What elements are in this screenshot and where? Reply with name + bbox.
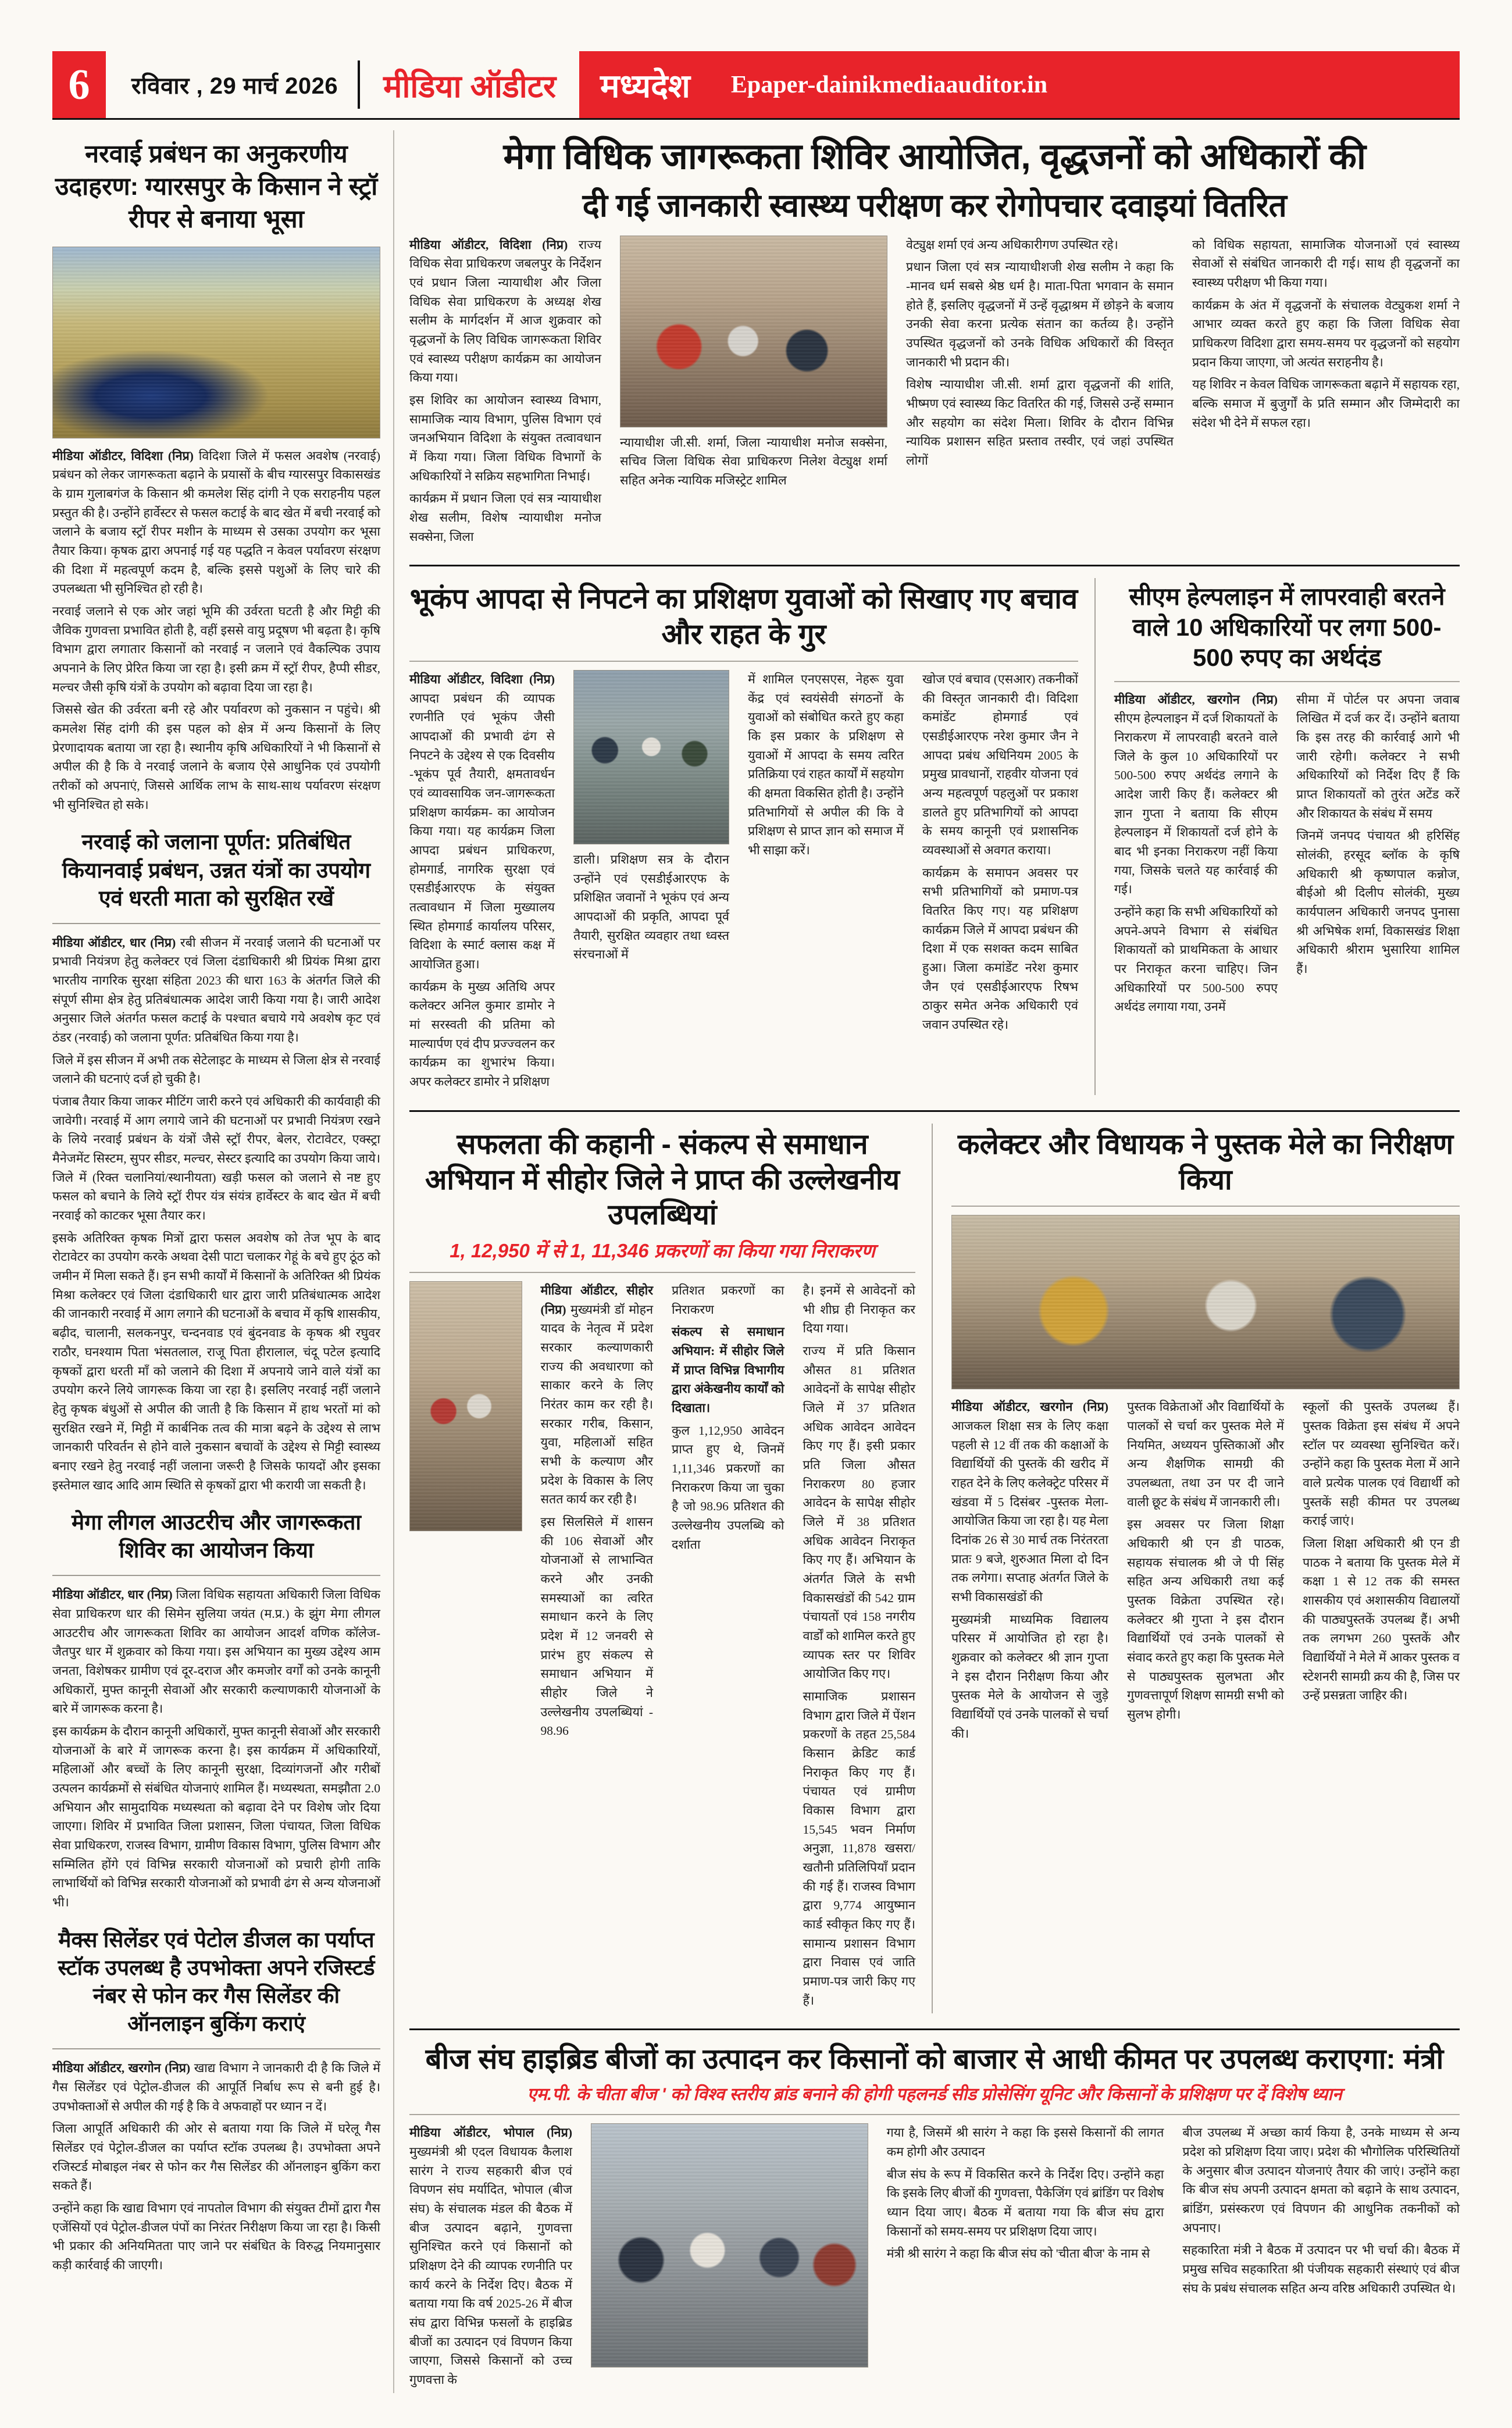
section-divider (409, 2028, 1460, 2030)
story1-c2-p2: प्रधान जिला एवं सत्र न्यायाधीशजी शेख सलीम ने कहा कि -मानव धर्म सबसे श्रेष्ठ धर्म है। माता-पिता भगवान के समान होते हैं, इसलिए वृद्धजनों में उन्हें वृद्धाश्रम में छोड़ने के बजाय उनकी सेवा करना प्रत्येक संतान का कर्तव्य है। उन्होंने उपस्थित वृद्धजनों को उनके विधिक अधिकारों की विस्तृत जानकारी भी प्रदान की। (906, 260, 1174, 369)
story4-col1 (541, 1281, 654, 1741)
masthead-red-band (579, 51, 1460, 118)
story-sankalp-se-samadhan (409, 1124, 933, 2014)
story1-c2-p1: वेट्युक्ष शर्मा एवं अन्य अधिकारीगण उपस्थित रहे। (906, 237, 1118, 252)
story5-col3 (1303, 1397, 1460, 1705)
story-earthquake-training (409, 578, 1096, 1094)
story5-headline: कलेक्टर और विधायक ने पुस्तक मेले का निरीक्षण किया (957, 1128, 1454, 1196)
left-a4-p1: खाद्य विभाग ने जानकारी दी है कि जिले में गैस सिलेंडर एवं पेट्रोल-डीजल की आपूर्ति निर्बाध रूप से बनी हुई है। उपभोक्ताओं से अपील की गई है कि वे अफवाहों पर ध्यान न दें। (52, 2061, 381, 2113)
story1-c2-p3: विशेष न्यायाधीश जी.सी. शर्मा द्वारा वृद्धजनों की शांति, भीष्मण एवं स्वास्थ्य किट वितरित की गई, जिससे उन्हें सम्मान और सहयोग का संदेश मिला। शिविर के दौरान विभिन्न न्यायिक प्रशासन सहित प्रस्ताव तस्वीर, एवं जहां उपस्थित लोगों (906, 377, 1174, 468)
story3-byline: मीडिया ऑडीटर, खरगोन (निप्र) (1114, 692, 1278, 707)
page-number-badge: 6 (52, 51, 106, 118)
story4-c2-p1: प्रतिशत प्रकरणों का निराकरण (672, 1283, 784, 1317)
byline-3: मीडिया ऑडीटर, धार (निप्र) (52, 1588, 173, 1602)
story3-headline: सीएम हेल्पलाइन में लापरवाही बरतने वाले 10 अधिकारियों पर लगा 500-500 रुपए का अर्थदंड (1129, 583, 1445, 671)
story1-col1 (409, 236, 601, 547)
photo-legal-camp-hall (620, 236, 887, 427)
story4-byline: मीडिया ऑडीटर, सीहोर (निप्र) (540, 1283, 653, 1317)
story4-headline: सफलता की कहानी - संकल्प से समाधान अभियान में सीहोर जिले ने प्राप्त की उल्लेखनीय उपलब्धियां (425, 1128, 900, 1231)
story5-c2-p1: पुस्तक विक्रेताओं और विद्यार्थियों के पालकों से चर्चा कर पुस्तक मेले में नियमित, अध्ययन पुस्तिकाओं और अन्य शैक्षणिक सामग्री की उपलब्धता, तथा उन पर दी जाने वाली छूट के संबंध में जानकारी ली। (1127, 1400, 1284, 1509)
epaper-url[interactable]: Epaper-dainikmediaauditor.in (730, 71, 1048, 98)
story6-headline: बीज संघ हाइब्रिड बीजों का उत्पादन कर किसानों को बाजार से आधी कीमत पर उपलब्ध कराएगा: मंत्री (425, 2044, 1444, 2076)
story4-c3-p3: सामाजिक प्रशासन विभाग द्वारा जिले में पेंशन प्रकरणों के तहत 25,584 किसान क्रेडिट कार्ड निराकृत किए गए हैं। पंचायत एवं ग्रामीण विकास विभाग द्वारा 15,545 भवन निर्माण अनुज्ञा, 11,878 खसरा/खतौनी प्रतिलिपियाँ प्रदान की गई हैं। राजस्व विभाग द्वारा 9,774 आयुष्मान कार्ड स्वीकृत किए गए हैं। सामान्य प्रशासन विभाग द्वारा निवास एवं जाति प्रमाण-पत्र जारी किए गए हैं। (803, 1689, 915, 2008)
byline-4: मीडिया ऑडीटर, खरगोन (निप्र) (52, 2061, 191, 2076)
byline-2: मीडिया ऑडीटर, धार (निप्र) (52, 935, 176, 950)
story-row-earthquake-cmhelpline (409, 578, 1460, 1094)
story6-c2-p2: बीज संघ के रूप में विकसित करने के निर्देश दिए। उन्होंने कहा कि इसके लिए बीजों की गुणवत्ता, पैकेजिंग एवं ब्रांडिंग पर विशेष ध्यान दिया जाए। बैठक में बताया गया कि बीज संघ द्वारा किसानों को समय-समय पर प्रशिक्षण दिया जाए। (886, 2167, 1164, 2238)
story5-byline: मीडिया ऑडीटर, खरगोन (निप्र) (951, 1400, 1108, 1414)
left-lead-headline: नरवाई प्रबंधन का अनुकरणीय उदाहरण: ग्यारसपुर के किसान ने स्ट्रॉ रीपर से बनाया भूसा (55, 140, 378, 233)
story1-col3 (1192, 236, 1460, 433)
story4-col2 (672, 1281, 784, 1554)
left-a2-p2: जिले में इस सीजन में अभी तक सेटेलाइट के माध्यम से जिला क्षेत्र से नरवाई जलाने की घटनाएं दर्ज हो चुकी है। (52, 1053, 380, 1086)
divider (52, 2048, 380, 2049)
story2-c2-p1: में शामिल एनएसएस, नेहरू युवा केंद्र एवं स्वयंसेवी संगठनों के युवाओं को संबोधित करते हुए कहा कि इस प्रकार के प्रशिक्षण से युवाओं में आपदा के समय त्वरित प्रतिक्रिया एवं राहत कार्यों में सहयोग की क्षमता विकसित होती है। उन्होंने प्रतिभागियों से अपील की कि वे प्रशिक्षण से प्राप्त ज्ञान को समाज में भी साझा करें। (748, 672, 904, 858)
story-cm-helpline-fine (1114, 578, 1460, 1094)
divider (409, 2114, 1460, 2115)
story1-byline: मीडिया ऑडीटर, विदिशा (निप्र) (409, 237, 568, 252)
story4-c3-p1: है। इनमें से आवेदनों को भी शीघ्र ही निराकृत कर दिया गया। (803, 1283, 915, 1336)
story3-c1-p2: उन्होंने कहा कि सभी अधिकारियों को अपने-अपने विभाग से संबंधित शिकायतों को प्राथमिकता के आधार पर निराकृत करना चाहिए। जिन अधिकारियों पर 500-500 रुपए अर्थदंड लगाया गया, उनमें (1114, 905, 1278, 1014)
story6-col1 (409, 2123, 572, 2389)
story2-col2 (748, 670, 904, 860)
story5-c2-p2: इस अवसर पर जिला शिक्षा अधिकारी श्री एन डी पाठक, सहायक संचालक श्री जे पी सिंह सहित अन्य अधिकारी तथा कई पुस्तक विक्रेता उपस्थित रहे। कलेक्टर श्री गुप्ता ने इस दौरान विद्यार्थियों एवं उनके पालकों से संवाद करते हुए कहा कि पुस्तक मेले से पाठ्यपुस्तक सुलभता और गुणवत्तापूर्ण शिक्षण सामग्री सभी को सुलभ होगी। (1127, 1517, 1284, 1721)
photo-seed-union-meeting (591, 2123, 868, 2368)
left-a1-p2: नरवाई जलाने से एक ओर जहां भूमि की उर्वरता घटती है और मिट्टी की जैविक गुणवत्ता प्रभावित होती है, वहीं इससे वायु प्रदूषण भी बढ़ता है। कृषि विभाग द्वारा लगातार किसानों को नरवाई न जलाने एवं वैकल्पिक उपाय अपनाने के लिए प्रेरित किया जा रहा है। इसी क्रम में स्ट्रॉ रीपर, हैप्पी सीडर, मल्चर जैसी कृषि यंत्रों के उपयोग को बढ़ावा दिया जा रहा है। (52, 604, 380, 694)
story6-c2-p1: गया है, जिसमें श्री सारंग ने कहा कि इससे किसानों की लागत कम होगी और उत्पादन (886, 2126, 1164, 2159)
story1-c3-p1: को विधिक सहायता, सामाजिक योजनाओं एवं स्वास्थ्य सेवाओं से संबंधित जानकारी दी गई। साथ ही वृद्धजनों का स्वास्थ्य परीक्षण भी किया गया। (1192, 237, 1460, 290)
story1-headline-line2: दी गई जानकारी स्वास्थ्य परीक्षण कर रोगोपचार दवाइयां वितरित (582, 187, 1287, 223)
brand-name-hindi: मीडिया ऑडीटर (383, 69, 557, 104)
story1-c3-p2: कार्यक्रम के अंत में वृद्धजनों के संचालक वेट्युकश शर्मा ने आभार व्यक्त करते हुए कहा कि जिला विधिक सेवा प्राधिकरण विदिशा द्वारा समय-समय पर वृद्धजनों को सहयोग प्रदान किया जाएगा, जो अत्यंत सराहनीय है। (1192, 298, 1460, 369)
left-subhead-1: नरवाई को जलाना पूर्णत: प्रतिबंधित कियानवाई प्रबंधन, उन्नत यंत्रों का उपयोग एवं धरती माता को सुरक्षित रखें (62, 830, 371, 910)
story6-byline: मीडिया ऑडीटर, भोपाल (निप्र) (409, 2126, 572, 2140)
story6-col3 (1182, 2123, 1460, 2298)
left-a4-p2: जिला आपूर्ति अधिकारी की ओर से बताया गया कि जिले में घरेलू गैस सिलेंडर एवं पेट्रोल-डीजल का पर्याप्त स्टॉक उपलब्ध है। उपभोक्ता अपने रजिस्टर्ड मोबाइल नंबर से फोन कर गैस सिलेंडर की ऑनलाइन बुकिंग करा सकते हैं। (52, 2122, 380, 2193)
left-subhead-2: मेगा लीगल आउटरीच और जागरूकता शिविर का आयोजन किया (72, 1510, 361, 1563)
story6-kicker: एम.पी. के चीता बीज ' को विश्व स्तरीय ब्रांड बनाने की होगी पहलनर्ड सीड प्रोसेसिंग यूनिट और किसानों के प्रशिक्षण पर दें विशेष ध्यान (527, 2085, 1342, 2105)
story4-c3-p2: राज्य में प्रति किसान औसत 81 प्रतिशत आवेदनों के सापेक्ष सीहोर जिले में 37 प्रतिशत अधिक आवेदन आवेदन किए गए हैं। इसी प्रकार प्रति जिला औसत निराकरण 80 हजार आवेदन के सापेक्ष सीहोर जिले में 38 प्रतिशत अधिक आवेदन निराकृत किए गए हैं। अभियान के अंतर्गत जिले के सभी विकासखंडों की 542 ग्राम पंचायतों एवं 158 नगरीय वार्डों को शामिल करते हुए व्यापक स्तर पर शिविर आयोजित किए गए। (803, 1343, 915, 1681)
story6-c2-p3: मंत्री श्री सारंग ने कहा कि बीज संघ को 'चीता बीज' के नाम से (886, 2247, 1150, 2261)
left-subhead-3: मैक्स सिलेंडर एवं पेटोल डीजल का पर्याप्त स्टॉक उपलब्ध है उपभोक्ता अपने रजिस्टर्ड नंबर से फोन कर गैस सिलेंडर की ऑनलाइन बुकिंग कराएं (58, 1927, 375, 2036)
story3-c1-p1: सीएम हेल्पलाइन में दर्ज शिकायतों के निराकरण में लापरवाही बरतने वाले जिले के कुल 10 अधिकारियों पर 500-500 रुपए अर्थदंड लगाने के आदेश जारी किए हैं। कलेक्टर श्री ज्ञान गुप्ता ने बताया कि सीएम हेल्पलाइन में शिकायतों दर्ज होने के बाद भी इनका निराकरण नहीं किया गया, जिसके चलते यह कार्रवाई की गई। (1114, 711, 1278, 897)
left-a1-p1: विदिशा जिले में फसल अवशेष (नरवाई) प्रबंधन को लेकर जागरूकता बढ़ाने के प्रयासों के बीच ग्यारसपुर विकासखंड के ग्राम गुलाबगंज के किसान श्री कमलेश सिंह दांगी ने एक सराहनीय पहल प्रस्तुत की है। उन्होंने हार्वेस्टर से फसल कटाई के बाद खेत में बची नरवाई को जलाने के बजाय स्ट्रॉ रीपर मशीन के माध्यम से उसका उपयोग कर भूसा तैयार किया। कृषक द्वारा अपनाई गई यह पद्धति न केवल पर्यावरण संरक्षण की दिशा में महत्वपूर्ण कदम है, बल्कि इससे पशुओं के लिए चारे की उपलब्धता भी सुनिश्चित हो रही है। (52, 448, 380, 596)
left-article-4 (52, 2059, 380, 2274)
story-book-fair-inspection (951, 1124, 1460, 2014)
story-legal-awareness-camp (409, 135, 1460, 550)
story2-c1-p2: कार्यक्रम के मुख्य अतिथि अपर कलेक्टर अनिल कुमार डामोर ने मां सरस्वती की प्रतिमा को माल्यार्पण एवं दीप प्रज्ज्वलन कर कार्यक्रम का शुभारंभ किया। अपर कलेक्टर डामोर ने प्रशिक्षण (409, 979, 555, 1089)
story2-c3-p2: कार्यक्रम के समापन अवसर पर सभी प्रतिभागियों को प्रमाण-पत्र वितरित किए गए। यह प्रशिक्षण कार्यक्रम जिले में आपदा प्रबंधन की दिशा में एक सशक्त कदम साबित हुआ। जिला कमांडेंट नरेश कुमार जैन एवं एसडीईआरएफ रिषभ ठाकुर समेत अनेक अधिकारी एवं जवान उपस्थित रहे। (922, 865, 1078, 1032)
left-article-3 (52, 1585, 380, 1912)
story6-c1-p1: मुख्यमंत्री श्री एदल विधायक कैलाश सारंग ने राज्य सहकारी बीज एवं विपणन संघ मर्यादित, भोपाल (बीज संघ) के संचालक मंडल की बैठक में बीज उत्पादन बढ़ाने, गुणवत्ता सुनिश्चित करने एवं किसानों को प्रशिक्षण देने की व्यापक रणनीति पर कार्य करने के निर्देश दिए। बैठक में बताया गया कि वर्ष 2025-26 में बीज संघ द्वारा विभिन्न फसलों के हाइब्रिड बीजों का उत्पादन एवं विपणन किया जाएगा, जिससे किसानों को उच्च गुणवत्ता के (409, 2144, 572, 2387)
publication-date: रविवार , 29 मार्च 2026 (131, 73, 338, 99)
left-sidebar-column (52, 130, 394, 2393)
photo-straw-reaper-field (52, 247, 380, 438)
divider (951, 1206, 1460, 1207)
divider (52, 1575, 380, 1576)
left-a1-p3: जिससे खेत की उर्वरता बनी रहे और पर्यावरण को नुकसान न पहुंचे। श्री कमलेश सिंह दांगी की इस पहल को क्षेत्र में अन्य किसानों के लिए प्रेरणादायक बताया जा रहा है। स्थानीय कृषि अधिकारियों ने भी किसानों से अपील की है कि वे नरवाई जलाने के बजाय ऐसे आधुनिक एवं उपयोगी तरीकों को अपनाएं, जिससे आर्थिक लाभ के साथ-साथ पर्यावरण संरक्षण भी सुनिश्चित हो सके। (52, 703, 380, 812)
story2-c3-p1: खोज एवं बचाव (एसआर) तकनीकों की विस्तृत जानकारी दी। विदिशा कमांडेंट होमगार्ड एवं एसडीईआरएफ नरेश कुमार जैन ने आपदा प्रबंध अधिनियम 2005 के प्रमुख प्रावधानों, राहवीर योजना एवं अन्य महत्वपूर्ण पहलुओं पर प्रकाश डालते हुए प्रतिभागियों को आपदा के समय कानूनी एवं प्रशासनिक व्यवस्थाओं से अवगत कराया। (922, 672, 1078, 858)
left-article-2 (52, 933, 380, 1495)
story5-c3-p1: स्कूलों की पुस्तकें उपलब्ध हैं। पुस्तक विक्रेता इस संबंध में अपने स्टॉल पर व्यवस्था सुनिश्चित करें। उन्होंने कहा कि पुस्तक मेला में आने वाले प्रत्येक पालक एवं विद्यार्थी को पुस्तकें सही कीमत पर उपलब्ध कराई जाएं। (1303, 1400, 1460, 1528)
left-article-1 (52, 447, 380, 815)
story2-col1 (409, 670, 555, 1092)
left-a2-p1: रबी सीजन में नरवाई जलाने की घटनाओं पर प्रभावी नियंत्रण हेतु कलेक्टर एवं जिला दंडाधिकारी श्री प्रियंक मिश्रा द्वारा भारतीय नागरिक सुरक्षा संहिता 2023 की धारा 163 के अंतर्गत जिले की संपूर्ण सीमा क्षेत्र हेतु प्रतिबंधात्मक आदेश जारी किया गया है। जारी आदेश अनुसार जिले अंतर्गत फसल कटाई के पश्चात बचाये गये अवशेष कृट एवं ठंडर (नरवाई) को जलाना पूर्णत: प्रतिबंधित किया गया है। (52, 935, 380, 1045)
photo-earthquake-training (573, 670, 729, 844)
story1-c1-p1: राज्य विधिक सेवा प्राधिकरण जबलपुर के निर्देशन एवं प्रधान जिला न्यायाधीश और जिला विधिक सेवा प्राधिकरण के अध्यक्ष शेख सलीम के मार्गदर्शन में आज शुक्रवार को वृद्धजनों के लिए विधिक जागरूकता शिविर एवं स्वास्थ्य परीक्षण कार्यक्रम का आयोजन किया गया। (409, 237, 601, 385)
divider (409, 1272, 915, 1273)
photo-book-fair (951, 1215, 1460, 1389)
story-seed-union-hybrid (409, 2042, 1460, 2393)
story3-col1 (1114, 690, 1278, 1017)
story4-c1-p1: मुख्यमंत्री डॉ मोहन यादव के नेतृत्व में प्रदेश सरकार कल्याणकारी राज्य की अवधारणा को साकार करने के लिए निरंतर काम कर रही है। सरकार गरीब, किसान, युवा, महिलाओं सहित सभी के कल्याण और प्रदेश के विकास के लिए सतत कार्य कर रही है। (540, 1302, 654, 1507)
story1-caption: न्यायाधीश जी.सी. शर्मा, जिला न्यायाधीश मनोज सक्सेना, सचिव जिला विधिक सेवा प्राधिकरण निलेश वेट्युक्ष शर्मा सहित अनेक न्यायिक मजिस्ट्रेट शामिल (620, 435, 887, 488)
left-a2-p4: इसके अतिरिक्त कृषक मित्रों द्वारा फसल अवशेष को तेज भूप के बाद रोटावेटर का उपयोग करके अथवा देसी पाटा चलाकर गेहूं के बचे हुए ठूंठ को जमीन में मिला सकते हैं। इन सभी कार्यों में किसानों के अतिरिक्त श्री प्रियंक मिश्रा कलेक्टर एवं जिला दंडाधिकारी धार द्वारा जारी प्रतिबंधात्मक आदेश की जानकारी नरवाई में आग लगाने की घटनाओं के बचाव में कृषि शासकीय, बढ़ीद, चालानी, सलकनपुर, चन्दनवाड एवं बुंदनवाड के कृषक श्री रघुवर राठौर, घनश्याम पिता भंसतलाल, राजू पिता हीरालाल, चंदू पटेल इत्यादि कृषकों द्वारा धरती माँ को जलाने की दिशा में अपनाये जाने वाले यंत्रों का उपयोग करने लिये जागरूक किया जा रहा है। इसलिए नरवाई नहीं जलाने हेतु कृषक बंधुओं से अपील की जाती है कि किसान में हाथ भरतों मां को सुरक्षित रखने में, मिट्टी में कार्बनिक तत्व की मात्रा बढ़ने के उद्देश्य से लाभ जानकारी परिवर्तन से होने वाले नुकसान बचावों के उद्देश्य से मिट्टी स्वास्थ्य बनाए रखने हेतु नरवाई नहीं जलाना जरूरी है जिसके फायदों और इसका इस्तेमाल खाद आदि आम स्थिति से कृषकों द्वारा भी करायी जा सकती है। (52, 1231, 380, 1492)
story2-caption: डाली। प्रशिक्षण सत्र के दौरान उन्होंने एवं एसडीईआरएफ के प्रशिक्षित जवानों ने भूकंप एवं अन्य आपदाओं की प्रकृति, आपदा पूर्व तैयारी, सुरक्षित व्यवहार तथा ध्वस्त संरचनाओं में (573, 852, 729, 962)
story4-c2-lead: संकल्प से समाधान अभियान: में सीहोर जिले में प्राप्त विभिन्न विभागीय द्वारा अंकेखनीय कार्यों को दिखाता। (672, 1325, 784, 1415)
left-a3-p2: इस कार्यक्रम के दौरान कानूनी अधिकारों, मुफ्त कानूनी सेवाओं और सरकारी योजनाओं के बारे में जागरूक करना है। इस कार्यक्रम में अधिकारियों, महिलाओं और बच्चों के लिए कानूनी सुरक्षा, दिव्यांगजनों और गरीबों उत्पलन कार्यक्रमों से संबंधित योजनाएं शामिल हैं। मध्यस्थता, समझौता 2.0 अभियान और सामुदायिक मध्यस्थता को बढ़ावा देने पर विशेष जोर दिया जाएगा। शिविर में प्रभावित जिला प्रशासन, जिला पंचायत, जिला विधिक सेवा प्राधिकरण, राजस्व विभाग, ग्रामीण विकास विभाग, पुलिस विभाग और सम्मिलित होंगे एवं विभिन्न सरकारी योजनाओं को प्रचारी होगी ताकि लाभार्थियों को विभिन्न सरकारी योजनाओं को प्रभावी ढंग से अन्य योजनाओं भी। (52, 1724, 380, 1910)
section-divider (409, 1110, 1460, 1112)
story6-c3-p2: सहकारिता मंत्री ने बैठक में उत्पादन पर भी चर्चा की। बैठक में प्रमुख सचिव सहकारिता श्री पंजीयक सहकारी संस्थाएं एवं बीज संघ के प्रबंध संचालक सहित अन्य वरिष्ठ अधिकारी उपस्थित थे। (1182, 2243, 1460, 2295)
story1-c1-p2: इस शिविर का आयोजन स्वास्थ्य विभाग, सामाजिक न्याय विभाग, पुलिस विभाग एवं जनअभियान विदिशा के संयुक्त तत्वावधान में किया गया। जिला विधिक विभागों के अधिकारियों ने सक्रिय सहभागिता निभाई। (409, 393, 601, 483)
story1-col2 (906, 236, 1174, 470)
story-row-sehore-booksfair (409, 1124, 1460, 2014)
photo-samadhan-camp-stall (409, 1281, 522, 1531)
section-divider (409, 565, 1460, 566)
story2-byline: मीडिया ऑडीटर, विदिशा (निप्र) (409, 672, 555, 686)
edition-title: मध्यदेश (600, 67, 690, 104)
story3-c2-p2: जिनमें जनपद पंचायत श्री हरिसिंह सोलंकी, हरसूद ब्लॉक के कृषि अधिकारी श्री कृष्णपाल कन्नोज, बीईओ श्री दिलीप सोलंकी, मुख्य कार्यपालन अधिकारी जनपद पुनासा श्री अभिषेक शर्मा, विकासखंड शिक्षा अधिकारी श्रीराम भुसारिया शामिल हैं। (1296, 829, 1460, 976)
story4-kicker: 1, 12,950 में से 1, 11,346 प्रकरणों का किया गया निराकरण (450, 1240, 875, 1261)
story1-headline-line1: मेगा विधिक जागरूकता शिविर आयोजित, वृद्धजनों को अधिकारों की (503, 137, 1366, 177)
story5-col2 (1127, 1397, 1284, 1724)
main-content-column (394, 130, 1460, 2393)
story1-c3-p3: यह शिविर न केवल विधिक जागरूकता बढ़ाने में सहायक रहा, बल्कि समाज में बुजुर्गों के प्रति सम्मान और जिम्मेदारी का संदेश भी देने में सफल रहा। (1192, 377, 1460, 430)
story5-col1 (951, 1397, 1108, 1743)
divider (409, 661, 1078, 662)
story2-col3 (922, 670, 1078, 1035)
left-a4-p3: उन्होंने कहा कि खाद्य विभाग एवं नापतोल विभाग की संयुक्त टीमों द्वारा गैस एजेंसियों एवं पेट्रोल-डीजल पंपों का निरंतर निरीक्षण किया जा रहा है। किसी भी प्रकार की अनियमितता पाए जाने पर संबंधित के विरुद्ध नियमानुसार कड़ी कार्रवाई की जाएगी। (52, 2201, 380, 2272)
byline-1: मीडिया ऑडीटर, विदिशा (निप्र) (52, 448, 194, 463)
story3-col2 (1296, 690, 1460, 979)
story4-col3 (803, 1281, 916, 2010)
story4-c2-p3: कुल 1,12,950 आवेदन प्राप्त हुए थे, जिनमें 1,11,346 प्रकरणों का निराकरण किया जा चुका है जो 98.96 प्रतिशत की उल्लेखनीय उपलब्धि को दर्शाता (672, 1423, 784, 1552)
divider (52, 923, 380, 924)
story6-col2 (887, 2123, 1164, 2263)
left-a3-p1: जिला विधिक सहायता अधिकारी जिला विधिक सेवा प्राधिकरण धार की सिमेन सुलिया जयंत (म.प्र.) के झुंग मेगा लीगल आउटरीच और जागरूकता शिविर का आयोजन आदर्श वणिक कॉलेज-जैतपुर धार में शुक्रवार को किया गया। इस अभियान का मुख्य उद्देश्य आम जनता, विशेषकर ग्रामीण एवं दूर-दराज और कमजोर वर्गों को उनके कानूनी अधिकारों, मुफ्त कानूनी सेवाओं और सरकारी कल्याणकारी योजनाओं के बारे में जागरूक करना है। (52, 1588, 380, 1716)
page-body (52, 130, 1460, 2393)
story5-c3-p2: जिला शिक्षा अधिकारी श्री एन डी पाठक ने बताया कि पुस्तक मेले में कक्षा 1 से 12 तक की समस्त शासकीय एवं अशासकीय विद्यालयों की पाठ्यपुस्तकें उपलब्ध हैं। अभी तक लगभग 260 पुस्तकें और विद्यार्थियों ने मेले में आकर पुस्तक व स्टेशनरी सामग्री क्रय की है, जिस पर उन्हें प्रसन्नता जाहिर की। (1303, 1536, 1460, 1703)
story4-c1-p2: इस सिलसिले में शासन की 106 सेवाओं और योजनाओं से लाभान्वित करने और उनकी समस्याओं का त्वरित समाधान करने के लिए प्रदेश में 12 जनवरी से प्रारंभ हुए संकल्प से समाधान अभियान में सीहोर जिले ने उल्लेखनीय उपलब्धियां - 98.96 (540, 1514, 653, 1738)
story2-headline: भूकंप आपदा से निपटने का प्रशिक्षण युवाओं को सिखाए गए बचाव और राहत के गुर (409, 583, 1078, 651)
story3-c2-p1: सीमा में पोर्टल पर अपना जवाब लिखित में दर्ज कर दें। उन्होंने बताया कि इस तरह की कार्रवाई आगे भी जारी रहेगी। कलेक्टर ने सभी अधिकारियों को निर्देश दिए हैं कि प्राप्त शिकायतों को तुरंत अटेंड करें और शिकायत के संबंध में समय (1296, 692, 1460, 821)
left-a2-p3: पंजाब तैयार किया जाकर मीटिंग जारी करने एवं अधिकारी की कार्यवाही की जावेगी। नरवाई में आग लगाये जाने की घटनाओं पर प्रभावी नियंत्रण रखने के लिये नरवाई प्रबंधन के यंत्रों जैसे स्ट्रॉ रीपर, बेलर, रोटावेटर, एक्स्ट्रा मैनेजमेंट सिस्टम, सुपर सीडर, मल्चर, सेस्टर इत्यादि का उपयोग किया जाये। जिले में (रिक्त चलानियां/स्थानीयता) खड़ी फसल को जलाने से नष्ट हुए फसल को बचाने के लिये स्ट्रॉ रीपर यंत्र संयंत्र हार्वेस्टर के बाद खेत में बची नरवाई को काटकर भूसा तैयार कर। (52, 1094, 380, 1223)
story6-c3-p1: बीज उपलब्ध में अच्छा कार्य किया है, उनके माध्यम से अन्य प्रदेश को प्रशिक्षण दिया जाए। प्रदेश की भौगोलिक परिस्थितियों के अनुसार बीज उत्पादन योजनाएं तैयार की जाएं। उन्होंने कहा कि बीज संघ अपनी उत्पादन क्षमता को बढ़ाने के साथ उत्पादन, ब्रांडिंग, प्रसंस्करण एवं विपणन की आधुनिक तकनीकों को अपनाए। (1182, 2126, 1460, 2235)
divider (1114, 681, 1460, 682)
masthead (52, 51, 1460, 120)
story5-c1-p1: आजकल शिक्षा सत्र के लिए कक्षा पहली से 12 वीं तक की कक्षाओं के विद्यार्थियों की पुस्तकें की खरीद में राहत देने के लिए कलेक्ट्रेट परिसर में खंडवा में 5 दिसंबर -पुस्तक मेला- आयोजित किया जा रहा है। यह मेला दिनांक 26 से 30 मार्च तक निरंतरता प्रातः 9 बजे, शुरुआत मिला दो दिन तक लगेगा। सप्ताह अंतर्गत जिले के सभी विकासखंडों की (951, 1418, 1108, 1604)
story1-c1-p3: कार्यक्रम में प्रधान जिला एवं सत्र न्यायाधीश शेख सलीम, विशेष न्यायाधीश मनोज सक्सेना, जिला (409, 491, 601, 544)
story5-c1-p2: मुख्यमंत्री माध्यमिक विद्यालय परिसर में आयोजित हो रहा है। शुक्रवार को कलेक्टर श्री ज्ञान गुप्ता ने इस दौरान निरीक्षण किया और पुस्तक मेले के आयोजन से जुड़े विद्यार्थियों एवं उनके पालकों से चर्चा की। (951, 1612, 1108, 1741)
story2-c1-p1: आपदा प्रबंधन की व्यापक रणनीति एवं भूकंप जैसी आपदाओं की प्रभावी ढंग से निपटने के उद्देश्य से एक दिवसीय -भूकंप पूर्व तैयारी, क्षमतावर्धन एवं व्यावसायिक जन-जागरूकता प्रशिक्षण कार्यक्रम- का आयोजन किया गया। यह कार्यक्रम जिला आपदा प्रबंधन प्राधिकरण, होमगार्ड, नागरिक सुरक्षा एवं एसडीईआरएफ के संयुक्त तत्वावधान में जिला मुख्यालय स्थित होमगार्ड कार्यालय परिसर, विदिशा के स्मार्ट क्लास कक्ष में आयोजित हुआ। (409, 691, 555, 972)
